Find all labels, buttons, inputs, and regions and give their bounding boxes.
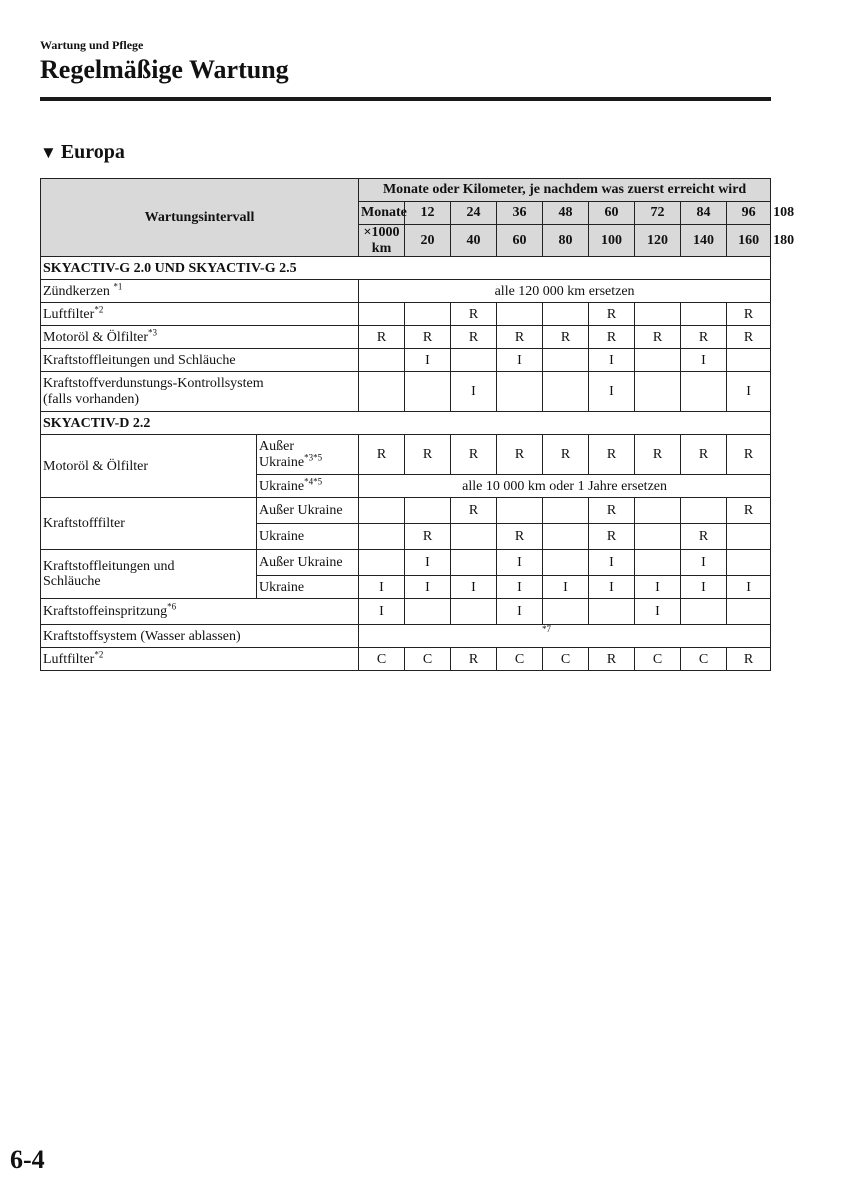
schedule-cell: [727, 349, 771, 372]
variant-name: [257, 475, 359, 498]
schedule-cell: [635, 498, 681, 524]
schedule-cell: [635, 349, 681, 372]
schedule-cell: I: [635, 576, 681, 599]
schedule-cell: 120: [635, 225, 681, 257]
row-d-water: [41, 625, 771, 648]
schedule-cell: R: [405, 435, 451, 475]
schedule-cell: I: [681, 550, 727, 576]
item-name: [41, 303, 359, 326]
schedule-cell: R: [405, 524, 451, 550]
schedule-cell: R: [543, 326, 589, 349]
row-fuel-lines: [41, 349, 771, 372]
schedule-cell: I: [405, 550, 451, 576]
schedule-cell: [359, 303, 405, 326]
schedule-cell: R: [681, 524, 727, 550]
item-label: Luftfilter: [43, 306, 95, 322]
schedule-cell: R: [497, 326, 543, 349]
schedule-cell: [359, 524, 405, 550]
schedule-cell: R: [681, 435, 727, 475]
schedule-cell: 100: [589, 225, 635, 257]
interval-label: Wartungsintervall: [41, 179, 359, 257]
region-title: Europa: [60, 141, 125, 163]
schedule-cell: [727, 599, 771, 625]
schedule-cell: 84: [681, 202, 727, 225]
schedule-cell: C: [543, 648, 589, 671]
row-evap-system: [41, 372, 771, 412]
schedule-cell: [359, 372, 405, 412]
schedule-cell: [543, 349, 589, 372]
item-name: [41, 326, 359, 349]
row-spark-plugs: [41, 280, 771, 303]
schedule-cell: I: [405, 576, 451, 599]
schedule-cell: R: [589, 524, 635, 550]
schedule-cell: [543, 599, 589, 625]
schedule-cell: R: [359, 435, 405, 475]
item-name: [41, 372, 359, 412]
row-label: ×1000 km: [359, 225, 405, 257]
schedule-cell: I: [727, 576, 771, 599]
schedule-head: [41, 179, 795, 257]
schedule-cell: R: [727, 303, 771, 326]
schedule-cell: I: [497, 550, 543, 576]
row-d-air-filter: [41, 648, 771, 671]
section-title: SKYACTIV-G 2.0 UND SKYACTIV-G 2.5: [41, 257, 771, 280]
schedule-cell: I: [405, 349, 451, 372]
footnote-ref: *1: [113, 280, 123, 291]
schedule-cell: [497, 372, 543, 412]
header-row-span: [41, 179, 771, 202]
interval-note: alle 10 000 km oder 1 Jahre ersetzen: [359, 475, 771, 498]
footnote-ref: *2: [94, 303, 104, 314]
gasoline-section: [41, 257, 771, 412]
schedule-cell: [543, 550, 589, 576]
page-title: Regelmäßige Wartung: [40, 55, 289, 84]
schedule-cell: [635, 372, 681, 412]
schedule-cell: 60: [497, 225, 543, 257]
schedule-cell: [405, 303, 451, 326]
schedule-cell: [451, 550, 497, 576]
months-row: Monate 12 24 36 48 60 72 84 96 108: [41, 202, 771, 225]
schedule-cell: R: [451, 648, 497, 671]
schedule-cell: [451, 349, 497, 372]
schedule-cell: I: [359, 599, 405, 625]
row-air-filter: [41, 303, 771, 326]
schedule-cell: R: [635, 435, 681, 475]
row-d-injection: [41, 599, 771, 625]
item-label: Schläuche: [43, 574, 101, 590]
item-name: Motoröl & Ölfilter: [41, 435, 257, 498]
schedule-cell: [635, 524, 681, 550]
schedule-cell: R: [451, 435, 497, 475]
schedule-cell: R: [359, 326, 405, 349]
schedule-cell: C: [681, 648, 727, 671]
footnote-ref: *6: [167, 601, 177, 612]
schedule-cell: 140: [681, 225, 727, 257]
section-label: Wartung und Pflege: [40, 38, 144, 52]
schedule-cell: [681, 303, 727, 326]
schedule-cell: R: [727, 326, 771, 349]
schedule-cell: R: [451, 326, 497, 349]
schedule-cell: 40: [451, 225, 497, 257]
schedule-cell: 80: [543, 225, 589, 257]
schedule-cell: 60: [589, 202, 635, 225]
schedule-cell: R: [635, 326, 681, 349]
schedule-cell: 160: [727, 225, 771, 257]
schedule-cell: [681, 372, 727, 412]
schedule-cell: [405, 372, 451, 412]
item-name: [41, 599, 359, 625]
variant-name: Ukraine: [257, 576, 359, 599]
schedule-cell: [497, 498, 543, 524]
schedule-cell: R: [589, 435, 635, 475]
variant-name: Ukraine: [257, 524, 359, 550]
schedule-cell: [543, 498, 589, 524]
schedule-cell: [635, 303, 681, 326]
region-heading: [40, 141, 125, 164]
schedule-cell: R: [405, 326, 451, 349]
variant-label: Ukraine: [259, 454, 305, 470]
schedule-cell: R: [497, 524, 543, 550]
schedule-cell: [543, 303, 589, 326]
footnote-ref: *4*5: [304, 475, 323, 486]
km-row: ×1000 km 20 40 60 80 100 120 140 160 180: [41, 225, 771, 257]
schedule-cell: R: [497, 435, 543, 475]
schedule-cell: C: [635, 648, 681, 671]
schedule-cell: I: [589, 372, 635, 412]
schedule-cell: 36: [497, 202, 543, 225]
schedule-cell: R: [451, 498, 497, 524]
row-label: Monate: [359, 202, 405, 225]
schedule-cell: 96: [727, 202, 771, 225]
triangle-down-icon: ▼: [40, 143, 57, 162]
schedule-cell: R: [727, 435, 771, 475]
footnote-ref: *7: [542, 624, 552, 635]
footnote-ref: *3: [148, 326, 157, 337]
row-engine-oil: [41, 326, 771, 349]
schedule-cell: [451, 599, 497, 625]
schedule-cell: [359, 498, 405, 524]
schedule-cell: R: [727, 498, 771, 524]
variant-name: Außer Ukraine: [257, 498, 359, 524]
schedule-cell: [681, 498, 727, 524]
footnote-ref: *3*5: [304, 452, 323, 463]
schedule-cell: [589, 599, 635, 625]
schedule-cell: 20: [405, 225, 451, 257]
schedule-cell: I: [681, 576, 727, 599]
item-label: Luftfilter: [43, 651, 95, 667]
row-d-fuelfilter-1: [41, 498, 771, 524]
section-row-g: [41, 257, 771, 280]
schedule-cell: [727, 524, 771, 550]
schedule-cell: 24: [451, 202, 497, 225]
schedule-cell: I: [727, 372, 771, 412]
schedule-cell: [543, 372, 589, 412]
schedule-cell: R: [727, 648, 771, 671]
item-label: Kraftstoffleitungen und: [43, 558, 175, 574]
schedule-cell: I: [681, 349, 727, 372]
schedule-cell: R: [589, 303, 635, 326]
variant-label: Außer: [259, 439, 294, 455]
schedule-cell: [635, 550, 681, 576]
title-rule: [40, 97, 771, 101]
schedule-cell: [727, 550, 771, 576]
schedule-cell: [405, 599, 451, 625]
item-name: Kraftstoffsystem (Wasser ablassen): [41, 625, 359, 648]
schedule-cell: R: [589, 498, 635, 524]
page-number: 6-4: [10, 1145, 45, 1174]
schedule-cell: I: [589, 550, 635, 576]
schedule-cell: I: [497, 576, 543, 599]
schedule-cell: 12: [405, 202, 451, 225]
schedule-cell: R: [451, 303, 497, 326]
span-header: Monate oder Kilometer, je nachdem was zuerst erreicht wird: [359, 179, 771, 202]
item-name: [41, 648, 359, 671]
schedule-cell: I: [635, 599, 681, 625]
item-label: Motoröl & Ölfilter: [43, 329, 148, 345]
item-name: Kraftstoffleitungen und Schläuche: [41, 349, 359, 372]
item-label: (falls vorhanden): [43, 391, 140, 407]
row-d-fuellines-1: [41, 550, 771, 576]
schedule-cell: [451, 524, 497, 550]
item-label: Kraftstoffeinspritzung: [43, 604, 168, 619]
schedule-cell: 48: [543, 202, 589, 225]
schedule-cell: I: [359, 576, 405, 599]
schedule-cell: I: [497, 349, 543, 372]
schedule-cell: [681, 599, 727, 625]
schedule-cell: I: [589, 576, 635, 599]
maintenance-schedule-table: [40, 178, 795, 671]
schedule-cell: R: [589, 648, 635, 671]
schedule-cell: I: [543, 576, 589, 599]
schedule-cell: [497, 303, 543, 326]
schedule-cell: [543, 524, 589, 550]
schedule-cell: R: [681, 326, 727, 349]
schedule-cell: C: [405, 648, 451, 671]
item-name: [41, 280, 359, 303]
diesel-section: [41, 412, 771, 671]
footnote-ref: *2: [94, 648, 104, 659]
section-title: SKYACTIV-D 2.2: [41, 412, 771, 435]
schedule-cell: [359, 550, 405, 576]
item-label: Zündkerzen: [43, 283, 114, 299]
schedule-cell: C: [359, 648, 405, 671]
schedule-cell: I: [451, 372, 497, 412]
schedule-cell: R: [589, 326, 635, 349]
schedule-cell: C: [497, 648, 543, 671]
variant-name: Außer Ukraine: [257, 550, 359, 576]
schedule-cell: 72: [635, 202, 681, 225]
schedule-cell: [359, 349, 405, 372]
interval-note: [359, 625, 771, 648]
section-row-d: [41, 412, 771, 435]
item-label: Kraftstoffverdunstungs-Kontrollsystem: [43, 376, 264, 392]
interval-note: alle 120 000 km ersetzen: [359, 280, 771, 303]
item-name: [41, 550, 257, 599]
variant-name: [257, 435, 359, 475]
schedule-cell: I: [497, 599, 543, 625]
schedule-cell: [405, 498, 451, 524]
schedule-cell: I: [589, 349, 635, 372]
variant-label: Ukraine: [259, 478, 305, 494]
schedule-cell: R: [543, 435, 589, 475]
schedule-cell: I: [451, 576, 497, 599]
row-d-oil-1: [41, 435, 771, 475]
item-name: Kraftstofffilter: [41, 498, 257, 550]
